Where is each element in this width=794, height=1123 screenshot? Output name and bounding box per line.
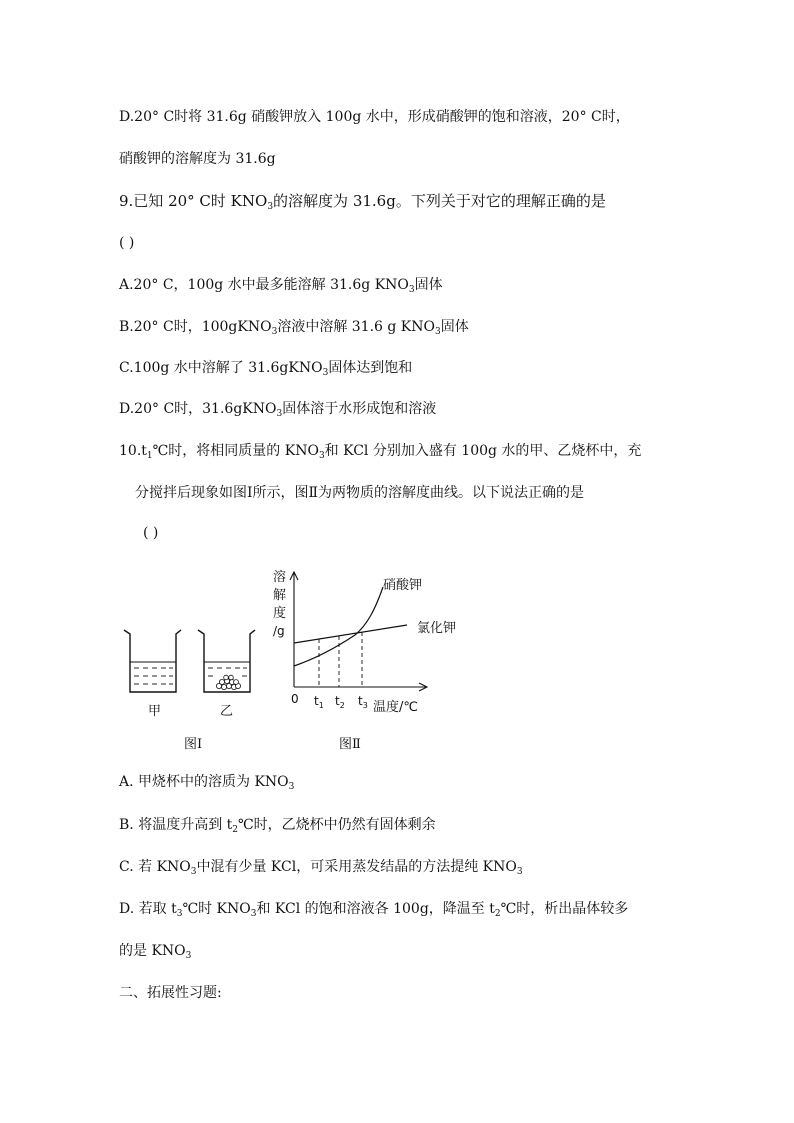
beakers-drawing bbox=[118, 620, 288, 700]
q10-option-d-line2: 的是 $KNO_3$ bbox=[119, 943, 192, 961]
tick-t1: $t_1$ bbox=[314, 694, 324, 710]
kcl-series-label: 氯化钾 bbox=[417, 621, 457, 636]
tick-t3: $t_3$ bbox=[358, 694, 368, 710]
dashed-guides bbox=[319, 632, 362, 687]
origin-label: 0 bbox=[291, 692, 299, 706]
kcl-curve bbox=[294, 625, 407, 643]
q10-stem-line1: $10.t_1℃$时，将相同质量的 $KNO_3$和 KCl 分别加入盛有 100g 水的甲、乙烧杯中，充 bbox=[119, 443, 642, 461]
tick-t2: $t_2$ bbox=[335, 694, 345, 710]
undissolved-solid bbox=[216, 675, 240, 689]
q8-option-d-line1: D.20° C时将 31.6g 硝酸钾放入 100g 水中，形成硝酸钾的饱和溶液，20° C时， bbox=[119, 109, 630, 125]
ylabel-char-2: 解 bbox=[273, 588, 287, 603]
figure-1-caption: 图Ⅰ bbox=[184, 737, 203, 752]
q9-option-c: C.100g 水中溶解了 31.6gKNO$_3$固体达到饱和 bbox=[119, 360, 413, 378]
q10-option-c: C. 若 $KNO_3$中混有少量 KCl，可采用蒸发结晶的方法提纯 $KNO_3$ bbox=[119, 859, 523, 877]
beaker-jia-label: 甲 bbox=[148, 704, 162, 719]
q9-option-a: A.20° C，100g 水中最多能溶解 31.6g $KNO_3$固体 bbox=[119, 277, 443, 295]
ylabel-char-1: 溶 bbox=[273, 570, 287, 585]
q9-option-d: D.20° C时，31.6gKNO$_3$固体溶于水形成饱和溶液 bbox=[119, 401, 437, 419]
figure-2-caption: 图Ⅱ bbox=[339, 737, 361, 752]
xlabel: 温度/℃ bbox=[373, 700, 418, 715]
q9-stem: 9.已知 20° C时 $KNO_3$的溶解度为 31.6g。下列关于对它的理解正确的是 bbox=[119, 192, 606, 212]
kno3-series-label: 硝酸钾 bbox=[383, 578, 423, 593]
ylabel-char-3: 度 bbox=[273, 606, 287, 621]
q10-stem-line2: 分搅拌后现象如图Ⅰ所示，图Ⅱ为两物质的溶解度曲线。以下说法正确的是 bbox=[135, 485, 585, 501]
figure-2-solubility-chart bbox=[265, 565, 465, 755]
q9-option-b: B.20° C时，100gKNO$_3$溶液中溶解 31.6 g $KNO_3$固体 bbox=[119, 319, 469, 337]
beaker-yi-label: 乙 bbox=[220, 704, 234, 719]
q10-option-a: A. 甲烧杯中的溶质为 $KNO_3$ bbox=[119, 774, 295, 792]
beaker-jia bbox=[124, 630, 181, 692]
figure-1-beakers bbox=[118, 620, 288, 750]
kno3-curve bbox=[294, 587, 383, 666]
section-2-heading: 二、拓展性习题: bbox=[119, 985, 222, 1001]
q10-answer-bracket: ( ) bbox=[143, 525, 159, 541]
q10-option-b: B. 将温度升高到 $t_2℃$时，乙烧杯中仍然有固体剩余 bbox=[119, 817, 436, 835]
ylabel-char-4: /g bbox=[273, 624, 285, 638]
solubility-chart-svg bbox=[265, 565, 465, 725]
beaker-yi bbox=[198, 630, 255, 692]
q8-option-d-line2: 硝酸钾的溶解度为 31.6g bbox=[119, 151, 276, 167]
q9-answer-bracket: ( ) bbox=[119, 235, 135, 251]
q10-option-d-line1: D. 若取 $t_3℃$时 $KNO_3$和 KCl 的饱和溶液各 100g，降温至 $t_2℃$时，析出晶体较多 bbox=[119, 901, 629, 919]
